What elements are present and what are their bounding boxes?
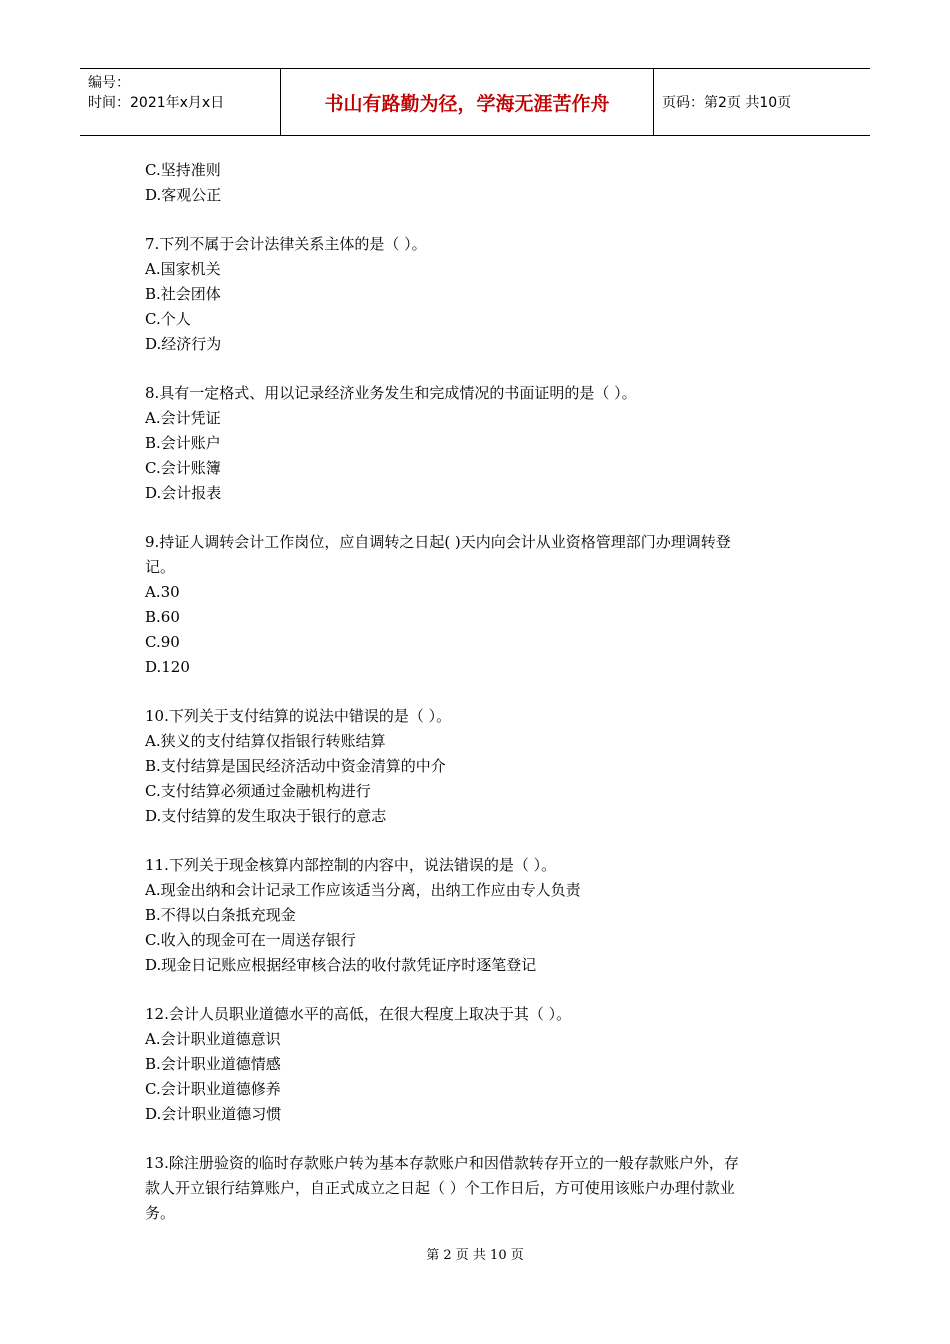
question-line: D.客观公正: [145, 186, 222, 204]
question-line: A.狭义的支付结算仅指银行转账结算: [145, 732, 386, 750]
question-line: C.个人: [145, 310, 191, 328]
question-line: 务。: [145, 1204, 176, 1222]
document-date: 时间：2021年x月x日: [88, 95, 225, 111]
question-line: 12.会计人员职业道德水平的高低，在很大程度上取决于其（ ）。: [145, 1005, 572, 1023]
document-number-label: 编号：: [88, 75, 130, 91]
question-line: 10.下列关于支付结算的说法中错误的是（ ）。: [145, 707, 452, 725]
question-line: C.会计职业道德修养: [145, 1080, 281, 1098]
question-block: [145, 853, 815, 978]
question-block: [145, 530, 815, 680]
question-line: C.90: [145, 633, 180, 651]
question-line: A.现金出纳和会计记录工作应该适当分离，出纳工作应由专人负责: [145, 881, 581, 899]
question-line: B.会计账户: [145, 434, 221, 452]
page-header: [80, 68, 870, 136]
question-line: A.国家机关: [145, 260, 221, 278]
question-block: [145, 232, 815, 357]
question-line: D.会计报表: [145, 484, 222, 502]
question-line: D.现金日记账应根据经审核合法的收付款凭证序时逐笔登记: [145, 956, 537, 974]
question-line: C.会计账簿: [145, 459, 221, 477]
question-line: 13.除注册验资的临时存款账户转为基本存款账户和因借款转存开立的一般存款账户外，存: [145, 1154, 739, 1172]
header-motto: 书山有路勤为径，学海无涯苦作舟: [281, 69, 654, 135]
question-line: C.坚持准则: [145, 161, 221, 179]
question-block: [145, 704, 815, 829]
question-line: C.收入的现金可在一周送存银行: [145, 931, 356, 949]
question-line: B.社会团体: [145, 285, 221, 303]
question-list: [145, 158, 815, 1250]
header-meta: [80, 69, 281, 135]
question-line: C.支付结算必须通过金融机构进行: [145, 782, 371, 800]
question-line: B.支付结算是国民经济活动中资金清算的中介: [145, 757, 446, 775]
question-block: [145, 381, 815, 506]
question-line: 记。: [145, 558, 176, 576]
question-line: 8.具有一定格式、用以记录经济业务发生和完成情况的书面证明的是（ ）。: [145, 384, 637, 402]
question-line: 7.下列不属于会计法律关系主体的是（ ）。: [145, 235, 427, 253]
question-line: A.30: [145, 583, 180, 601]
question-line: B.不得以白条抵充现金: [145, 906, 296, 924]
question-line: D.支付结算的发生取决于银行的意志: [145, 807, 387, 825]
question-line: D.会计职业道德习惯: [145, 1105, 282, 1123]
question-block: [145, 1151, 815, 1226]
question-line: D.经济行为: [145, 335, 222, 353]
question-line: D.120: [145, 658, 190, 676]
question-line: 9.持证人调转会计工作岗位，应自调转之日起( )天内向会计从业资格管理部门办理调转登: [145, 533, 731, 551]
question-block: [145, 158, 815, 208]
page-footer: 第 2 页 共 10 页: [426, 1248, 524, 1263]
question-line: B.会计职业道德情感: [145, 1055, 281, 1073]
question-line: A.会计凭证: [145, 409, 221, 427]
question-block: [145, 1002, 815, 1127]
question-line: B.60: [145, 608, 180, 626]
question-line: 11.下列关于现金核算内部控制的内容中，说法错误的是（ ）。: [145, 856, 557, 874]
question-line: A.会计职业道德意识: [145, 1030, 281, 1048]
header-page-info: 页码：第2页 共10页: [662, 95, 792, 111]
question-line: 款人开立银行结算账户，自正式成立之日起（ ）个工作日后，方可使用该账户办理付款业: [145, 1179, 735, 1197]
